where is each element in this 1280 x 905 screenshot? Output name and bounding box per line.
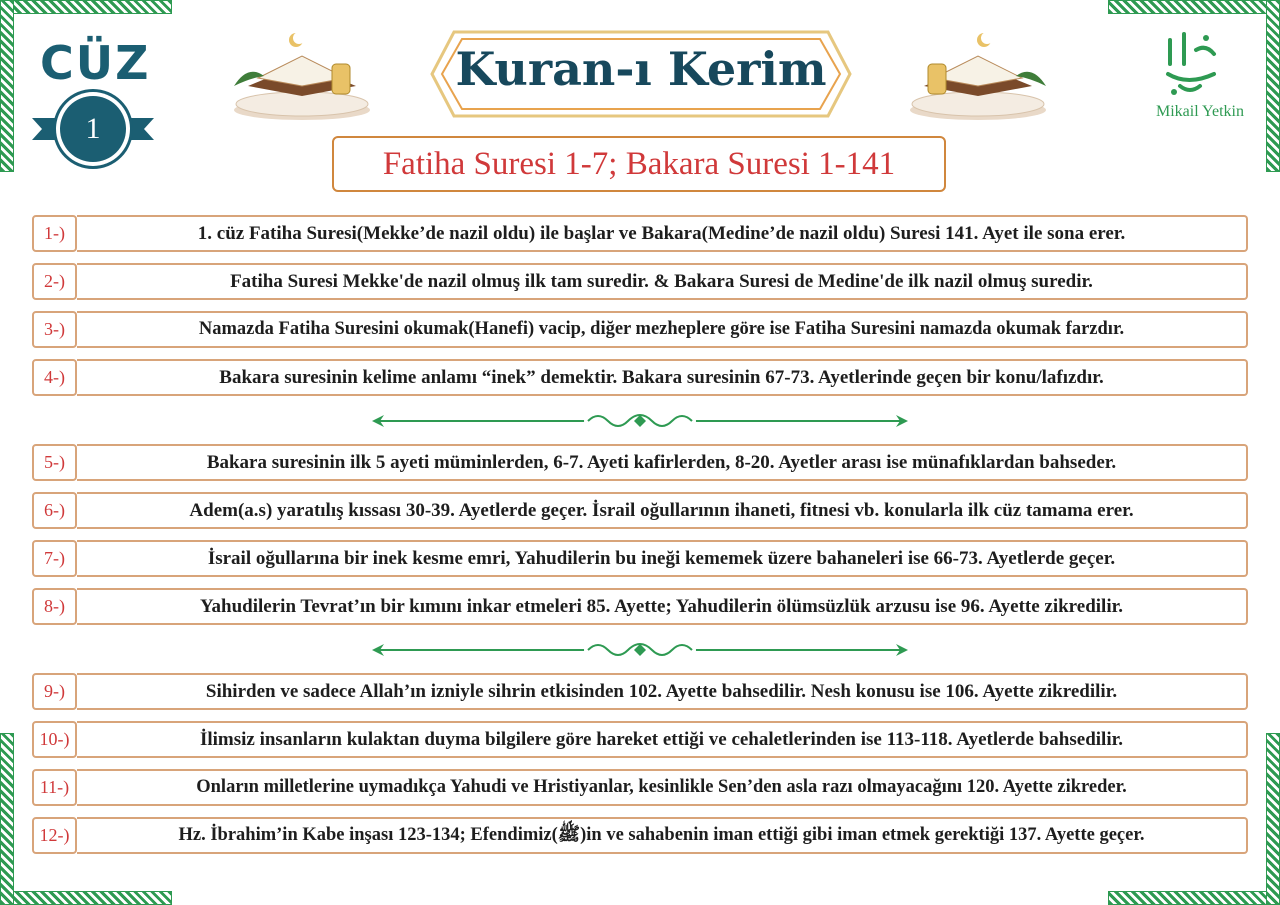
- item-number: 9-): [32, 673, 77, 710]
- list-item: [32, 588, 1248, 625]
- logo-calligraphy-icon: [1160, 30, 1224, 100]
- list-item: [32, 311, 1248, 348]
- logo-name: Mikail Yetkin: [1155, 103, 1244, 120]
- page-title: Kuran-ı Kerim: [455, 42, 827, 96]
- list-item: [32, 492, 1248, 529]
- item-number: 4-): [32, 359, 77, 396]
- cuz-number: 1: [85, 112, 101, 145]
- item-text: Adem(a.s) yaratılış kıssası 30-39. Ayetlerde geçer. İsrail oğullarının ihaneti, fitnesi vb. konularla ilk cüz tamama erer.: [77, 492, 1248, 529]
- frame-corner-top-left: [0, 0, 172, 14]
- frame-corner-bottom-left: [0, 891, 172, 905]
- item-number: 12-): [32, 817, 77, 854]
- frame-corner-top-left-vertical: [0, 0, 14, 172]
- list-item: [32, 817, 1248, 854]
- item-number: 11-): [32, 769, 77, 806]
- list-item: [32, 215, 1248, 252]
- item-number: 3-): [32, 311, 77, 348]
- list-item: [32, 673, 1248, 710]
- item-text: İlimsiz insanların kulaktan duyma bilgilere göre hareket ettiği ve cehaletlerinden ise 113-118. Ayetlerde bahsedilir.: [77, 721, 1248, 758]
- list-item: [32, 721, 1248, 758]
- item-number: 1-): [32, 215, 77, 252]
- frame-corner-top-right-vertical: [1266, 0, 1280, 172]
- item-text: Bakara suresinin ilk 5 ayeti müminlerden, 6-7. Ayeti kafirlerden, 8-20. Ayetler arası ise münafıklardan bahseder.: [77, 444, 1248, 481]
- ornamental-divider-icon: [372, 411, 908, 431]
- list-item: [32, 769, 1248, 806]
- item-text: Bakara suresinin kelime anlamı “inek” demektir. Bakara suresinin 67-73. Ayetlerinde geçen bir konu/lafızdır.: [77, 359, 1248, 396]
- item-text: İsrail oğullarına bir inek kesme emri, Yahudilerin bu ineği kememek üzere bahaneleri ise 66-73. Ayetlerde geçer.: [77, 540, 1248, 577]
- frame-corner-bottom-right: [1108, 891, 1280, 905]
- item-text: Namazda Fatiha Suresini okumak(Hanefi) vacip, diğer mezheplere göre ise Fatiha Suresini namazda okumak farzdır.: [77, 311, 1248, 348]
- quran-stand-icon-right: [904, 26, 1052, 122]
- ornamental-divider-icon: [372, 640, 908, 660]
- quran-stand-icon-left: [228, 26, 376, 122]
- item-text: Sihirden ve sadece Allah’ın izniyle sihrin etkisinden 102. Ayette bahsedilir. Nesh konusu ise 106. Ayette zikredilir.: [77, 673, 1248, 710]
- list-item: [32, 263, 1248, 300]
- item-number: 7-): [32, 540, 77, 577]
- item-text: 1. cüz Fatiha Suresi(Mekke’de nazil oldu) ile başlar ve Bakara(Medine’de nazil oldu) Suresi 141. Ayet ile sona erer.: [77, 215, 1248, 252]
- cuz-number-seal: [60, 96, 126, 162]
- item-number: 5-): [32, 444, 77, 481]
- item-number: 6-): [32, 492, 77, 529]
- item-number: 10-): [32, 721, 77, 758]
- list-item: [32, 359, 1248, 396]
- list-item: [32, 540, 1248, 577]
- item-number: 2-): [32, 263, 77, 300]
- item-text: Yahudilerin Tevrat’ın bir kımını inkar etmeleri 85. Ayette; Yahudilerin ölümsüzlük arzusu ise 96. Ayette zikredilir.: [77, 588, 1248, 625]
- item-text: Onların milletlerine uymadıkça Yahudi ve Hristiyanlar, kesinlikle Sen’den asla razı olmayacağını 120. Ayette zikreder.: [77, 769, 1248, 806]
- frame-corner-bottom-left-vertical: [0, 733, 14, 905]
- item-text: Hz. İbrahim’in Kabe inşası 123-134; Efendimiz(ﷺ)in ve sahabenin iman ettiği gibi iman etmek gerektiği 137. Ayette geçer.: [77, 817, 1248, 854]
- item-text: Fatiha Suresi Mekke'de nazil olmuş ilk tam suredir. & Bakara Suresi de Medine'de ilk nazil olmuş suredir.: [77, 263, 1248, 300]
- subtitle: Fatiha Suresi 1-7; Bakara Suresi 1-141: [332, 136, 946, 192]
- cuz-label: CÜZ: [40, 36, 151, 90]
- frame-corner-top-right: [1108, 0, 1280, 14]
- frame-corner-bottom-right-vertical: [1266, 733, 1280, 905]
- list-item: [32, 444, 1248, 481]
- item-number: 8-): [32, 588, 77, 625]
